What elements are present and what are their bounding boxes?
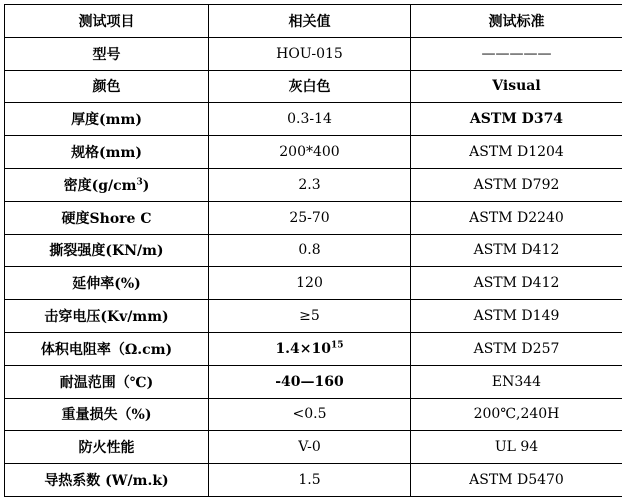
row-standard: ASTM D374 [411, 103, 622, 136]
row-standard: ASTM D149 [411, 300, 622, 333]
row-standard: EN344 [411, 365, 622, 398]
table-row [5, 37, 622, 70]
row-item: 击穿电压(Kv/mm) [5, 300, 209, 333]
table-row [5, 332, 622, 365]
row-item: 规格(mm) [5, 136, 209, 169]
row-standard: ASTM D412 [411, 267, 622, 300]
table-row [5, 234, 622, 267]
row-standard: 200℃,240H [411, 398, 622, 431]
row-item: 导热系数 (W/m.k) [5, 464, 209, 497]
row-value-base: 1.4×10 [275, 340, 332, 357]
row-item: 延伸率(%) [5, 267, 209, 300]
row-item: 撕裂强度(KN/m) [5, 234, 209, 267]
row-standard: UL 94 [411, 431, 622, 464]
table-header-row [5, 5, 622, 38]
table-row [5, 300, 622, 333]
row-value: <0.5 [209, 398, 411, 431]
row-item: 耐温范围（℃) [5, 365, 209, 398]
row-standard: ASTM D5470 [411, 464, 622, 497]
table-row [5, 365, 622, 398]
row-item: 厚度(mm) [5, 103, 209, 136]
header-test-standard: 测试标准 [411, 5, 622, 38]
row-item: 防火性能 [5, 431, 209, 464]
row-item: 体积电阻率（Ω.cm) [5, 332, 209, 365]
row-value: 200*400 [209, 136, 411, 169]
row-item [5, 168, 209, 201]
table-row [5, 103, 622, 136]
header-value: 相关值 [209, 5, 411, 38]
table-row [5, 168, 622, 201]
row-item-text: 密度(g/cm [63, 177, 137, 194]
table-row [5, 464, 622, 497]
table-row [5, 136, 622, 169]
row-value: 25-70 [209, 201, 411, 234]
table-row [5, 431, 622, 464]
table-row [5, 70, 622, 103]
spec-table [4, 4, 622, 497]
row-standard: ————— [411, 37, 622, 70]
row-item-superscript: 3 [136, 177, 143, 188]
row-item: 硬度Shore C [5, 201, 209, 234]
row-standard: ASTM D1204 [411, 136, 622, 169]
row-standard: Visual [411, 70, 622, 103]
row-value: 2.3 [209, 168, 411, 201]
row-value: V-0 [209, 431, 411, 464]
row-standard: ASTM D2240 [411, 201, 622, 234]
row-value: 120 [209, 267, 411, 300]
table-row [5, 267, 622, 300]
row-value: HOU-015 [209, 37, 411, 70]
row-value: 0.8 [209, 234, 411, 267]
row-value: 灰白色 [209, 70, 411, 103]
table-row [5, 398, 622, 431]
row-standard: ASTM D257 [411, 332, 622, 365]
row-standard: ASTM D792 [411, 168, 622, 201]
row-value: -40—160 [209, 365, 411, 398]
table-row [5, 201, 622, 234]
row-item-suffix: ) [142, 177, 150, 194]
row-standard: ASTM D412 [411, 234, 622, 267]
row-value-exponent: 15 [331, 340, 344, 351]
row-value: 0.3-14 [209, 103, 411, 136]
row-item: 型号 [5, 37, 209, 70]
row-value: 1.5 [209, 464, 411, 497]
row-value [209, 332, 411, 365]
row-item: 颜色 [5, 70, 209, 103]
header-test-item: 测试项目 [5, 5, 209, 38]
row-item: 重量损失（%) [5, 398, 209, 431]
row-value: ≥5 [209, 300, 411, 333]
